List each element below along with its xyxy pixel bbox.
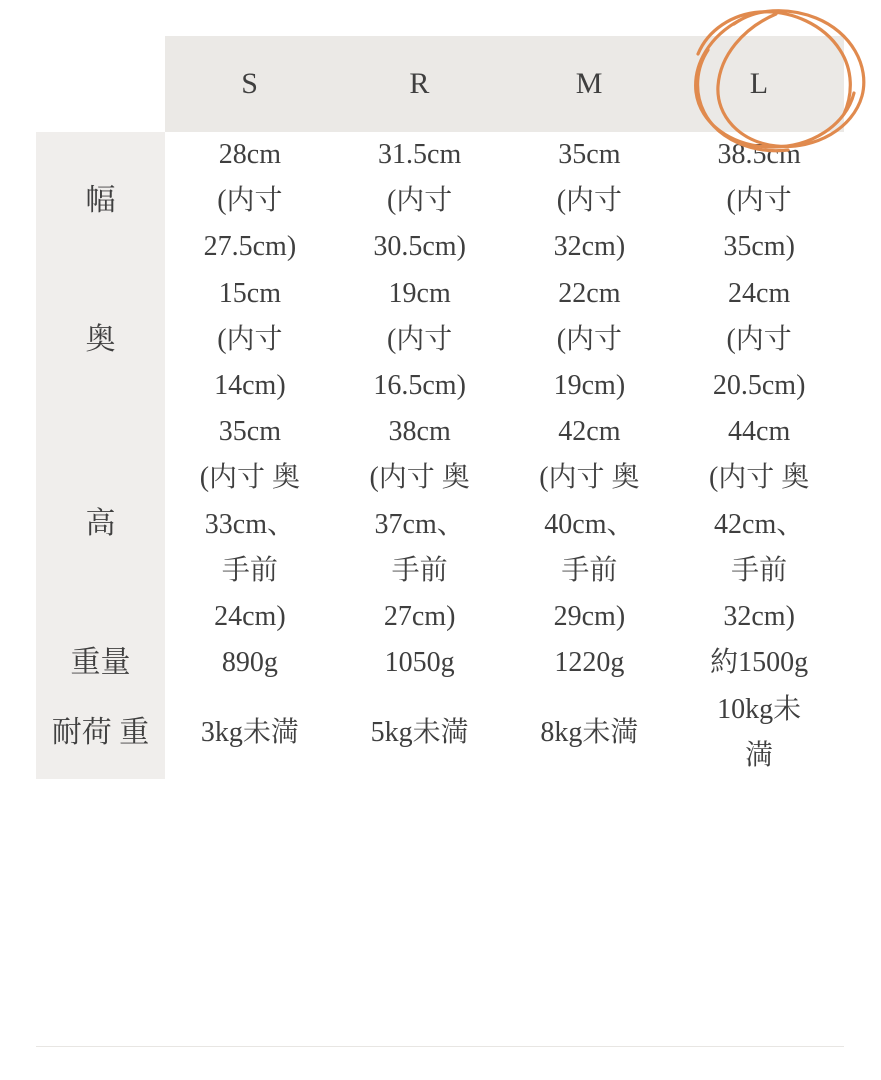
cell-line: (内寸: [217, 185, 283, 217]
cell-line: 24cm): [214, 600, 286, 632]
cell-line: 重: [119, 715, 150, 749]
cell-load-r: [335, 687, 505, 779]
cell-line: 22cm: [558, 277, 621, 309]
cell-line: 44cm: [728, 416, 791, 448]
cell-line: (内寸: [726, 185, 792, 217]
cell-line: 35cm: [218, 416, 281, 448]
column-header-r: R: [335, 36, 505, 132]
table-corner-cell: [36, 36, 165, 132]
cell-line: 42cm、: [714, 508, 805, 540]
cell-line: 手前: [221, 554, 278, 586]
cell-line: 27.5cm): [203, 231, 297, 263]
cell-line: 耐荷: [51, 715, 112, 749]
cell-load-l: [674, 687, 844, 779]
table-row: [36, 132, 844, 271]
cell-line: 29cm): [553, 600, 626, 632]
cell-line: (内寸: [386, 323, 453, 355]
cell-height-s: [165, 409, 335, 640]
cell-depth-l: [674, 271, 844, 410]
cell-line: 38.5cm: [717, 139, 801, 170]
cell-line: (内寸: [556, 323, 623, 355]
row-label-weight: 重量: [36, 640, 165, 687]
cell-line: 手前: [561, 554, 618, 586]
cell-depth-m: [505, 271, 675, 410]
cell-line: 38cm: [388, 416, 451, 448]
cell-height-r: [335, 409, 505, 640]
row-label-height: 高: [36, 409, 165, 640]
cell-load-s: [165, 687, 335, 779]
cell-line: 8kg未満: [540, 716, 639, 748]
cell-line: 27cm): [383, 600, 456, 632]
cell-line: 1050g: [384, 647, 455, 679]
cell-line: 30.5cm): [373, 231, 466, 263]
cell-line: 35cm: [558, 139, 621, 170]
cell-line: 42cm: [558, 416, 621, 448]
cell-line: 15cm: [218, 277, 281, 309]
column-header-s: S: [165, 36, 335, 132]
cell-line: 16.5cm): [373, 369, 466, 401]
cell-line: 10kg未: [717, 693, 802, 725]
cell-line: 手前: [391, 554, 448, 586]
cell-line: (内寸: [556, 185, 623, 217]
table-row: [36, 409, 844, 640]
table-bottom-divider: [36, 1046, 844, 1047]
cell-line: 19cm: [388, 277, 451, 309]
cell-width-l: [674, 132, 844, 271]
cell-line: 20.5cm): [712, 369, 806, 401]
cell-line: 5kg未満: [370, 716, 469, 748]
cell-line: (内寸 奥: [539, 462, 640, 494]
cell-line: (内寸: [726, 323, 792, 355]
cell-line: 約1500g: [710, 647, 809, 679]
cell-weight-s: [165, 640, 335, 687]
cell-line: 890g: [221, 647, 278, 679]
cell-line: 3kg未満: [200, 716, 299, 748]
table-header-row: [36, 36, 844, 132]
cell-line: 24cm: [728, 277, 791, 309]
cell-depth-s: [165, 271, 335, 410]
cell-line: (内寸: [386, 185, 453, 217]
cell-line: 35cm): [723, 231, 795, 263]
cell-line: 40cm、: [544, 508, 635, 540]
cell-line: 28cm: [218, 139, 281, 170]
row-label-width: 幅: [36, 132, 165, 271]
column-header-l: L: [674, 36, 844, 132]
cell-line: 19cm): [553, 369, 626, 401]
cell-line: 満: [745, 739, 774, 771]
table-row: [36, 687, 844, 779]
cell-load-m: [505, 687, 675, 779]
cell-height-l: [674, 409, 844, 640]
column-header-m: M: [505, 36, 675, 132]
cell-line: 31.5cm: [378, 139, 462, 170]
cell-line: 32cm): [723, 600, 795, 632]
table-row: [36, 640, 844, 687]
cell-weight-l: [674, 640, 844, 687]
cell-line: 14cm): [214, 369, 286, 401]
size-spec-table: [36, 36, 844, 779]
cell-line: 手前: [731, 554, 788, 586]
cell-line: 32cm): [553, 231, 626, 263]
cell-line: (内寸 奥: [369, 462, 470, 494]
cell-width-s: [165, 132, 335, 271]
cell-height-m: [505, 409, 675, 640]
cell-line: (内寸 奥: [708, 462, 810, 494]
cell-line: (内寸 奥: [199, 462, 301, 494]
row-label-load-capacity: [36, 687, 165, 779]
cell-line: (内寸: [217, 323, 283, 355]
cell-line: 33cm、: [204, 508, 295, 540]
cell-width-r: [335, 132, 505, 271]
table-row: [36, 271, 844, 410]
cell-weight-m: [505, 640, 675, 687]
row-label-depth: 奥: [36, 271, 165, 410]
cell-line: 1220g: [554, 647, 625, 679]
cell-depth-r: [335, 271, 505, 410]
cell-width-m: [505, 132, 675, 271]
cell-weight-r: [335, 640, 505, 687]
cell-line: 37cm、: [374, 508, 465, 540]
